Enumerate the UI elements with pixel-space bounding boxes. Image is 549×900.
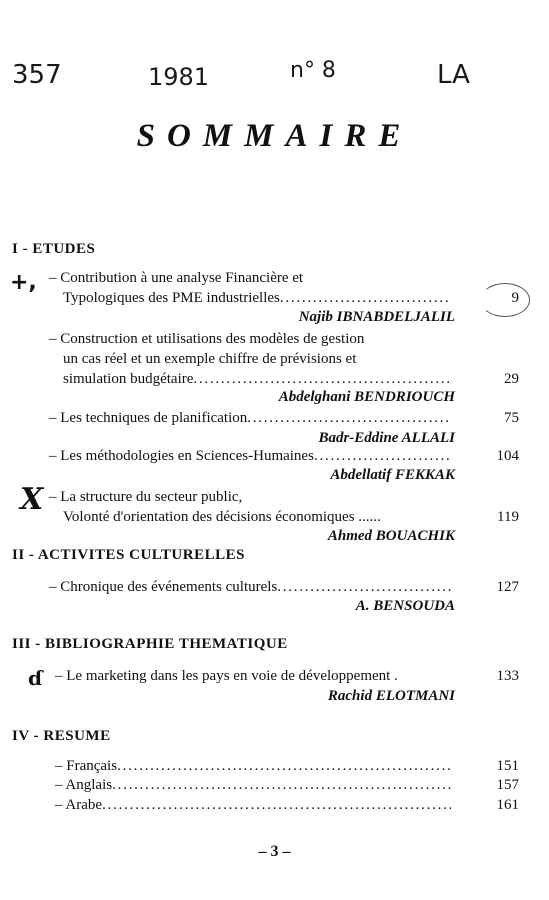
author-name: Abdellatif FEKKAK [330,467,455,483]
author-name: Ahmed BOUACHIK [327,528,455,544]
handwritten-d-mark: ɗ [28,666,43,690]
entry-line: – Les méthodologies en Sciences-Humaines . . . [49,448,451,465]
author-name: Badr-Eddine ALLALI [318,430,455,446]
section-heading-activites-culturelles: II - ACTIVITES CULTURELLES [12,547,245,563]
page-number: 161 [496,797,519,813]
entry-line: – Le marketing dans les pays en voie de développement . [55,668,398,684]
page-number: 9 [511,290,519,306]
page-number: 119 [497,509,519,525]
entry-line: – La structure du secteur public, [49,489,243,505]
page-number: 157 [496,777,519,793]
page-number: 127 [496,579,519,595]
handwritten-x-mark: X [20,482,44,517]
page-number: 75 [504,410,519,426]
author-name: Abdelghani BENDRIOUCH [278,389,455,405]
entry-line: Volonté d'orientation des décisions économiques ...... [63,509,381,525]
page-number: 133 [496,668,519,684]
summary-line: – Arabe . . . [55,797,451,814]
summary-line: – Français . . . [55,758,451,775]
entry-line: – Construction et utilisations des modèles de gestion [49,331,365,347]
section-heading-resume: IV - RESUME [12,728,111,744]
handwritten-plus-mark: +, [10,270,37,295]
page-number: 104 [496,448,519,464]
entry-line: simulation budgétaire . . . [63,371,453,388]
handwritten-code: LA [437,60,470,90]
entry-line: – Les techniques de planification . . . [49,410,451,427]
author-name: A. BENSOUDA [355,598,455,614]
handwritten-issue: n° 8 [290,58,336,83]
page-footer-number: – 3 – [258,843,291,860]
page-number: 151 [496,758,519,774]
entry-line: – Chronique des événements culturels . . . [49,579,451,596]
page-title: SOMMAIRE [136,118,413,154]
section-heading-etudes: I - ETUDES [12,241,96,257]
handwritten-year: 1981 [148,63,210,91]
summary-line: – Anglais . . . [55,777,451,794]
author-name: Najib IBNABDELJALIL [298,309,455,325]
page-number: 29 [504,371,519,387]
entry-line: Typologiques des PME industrielles . . . [63,290,448,307]
author-name: Rachid ELOTMANI [327,688,455,704]
entry-line: – Contribution à une analyse Financière et [49,270,304,286]
section-heading-bibliographie: III - BIBLIOGRAPHIE THEMATIQUE [12,636,288,652]
entry-line: un cas réel et un exemple chiffre de prévisions et [63,351,357,367]
handwritten-number: 357 [12,60,62,90]
